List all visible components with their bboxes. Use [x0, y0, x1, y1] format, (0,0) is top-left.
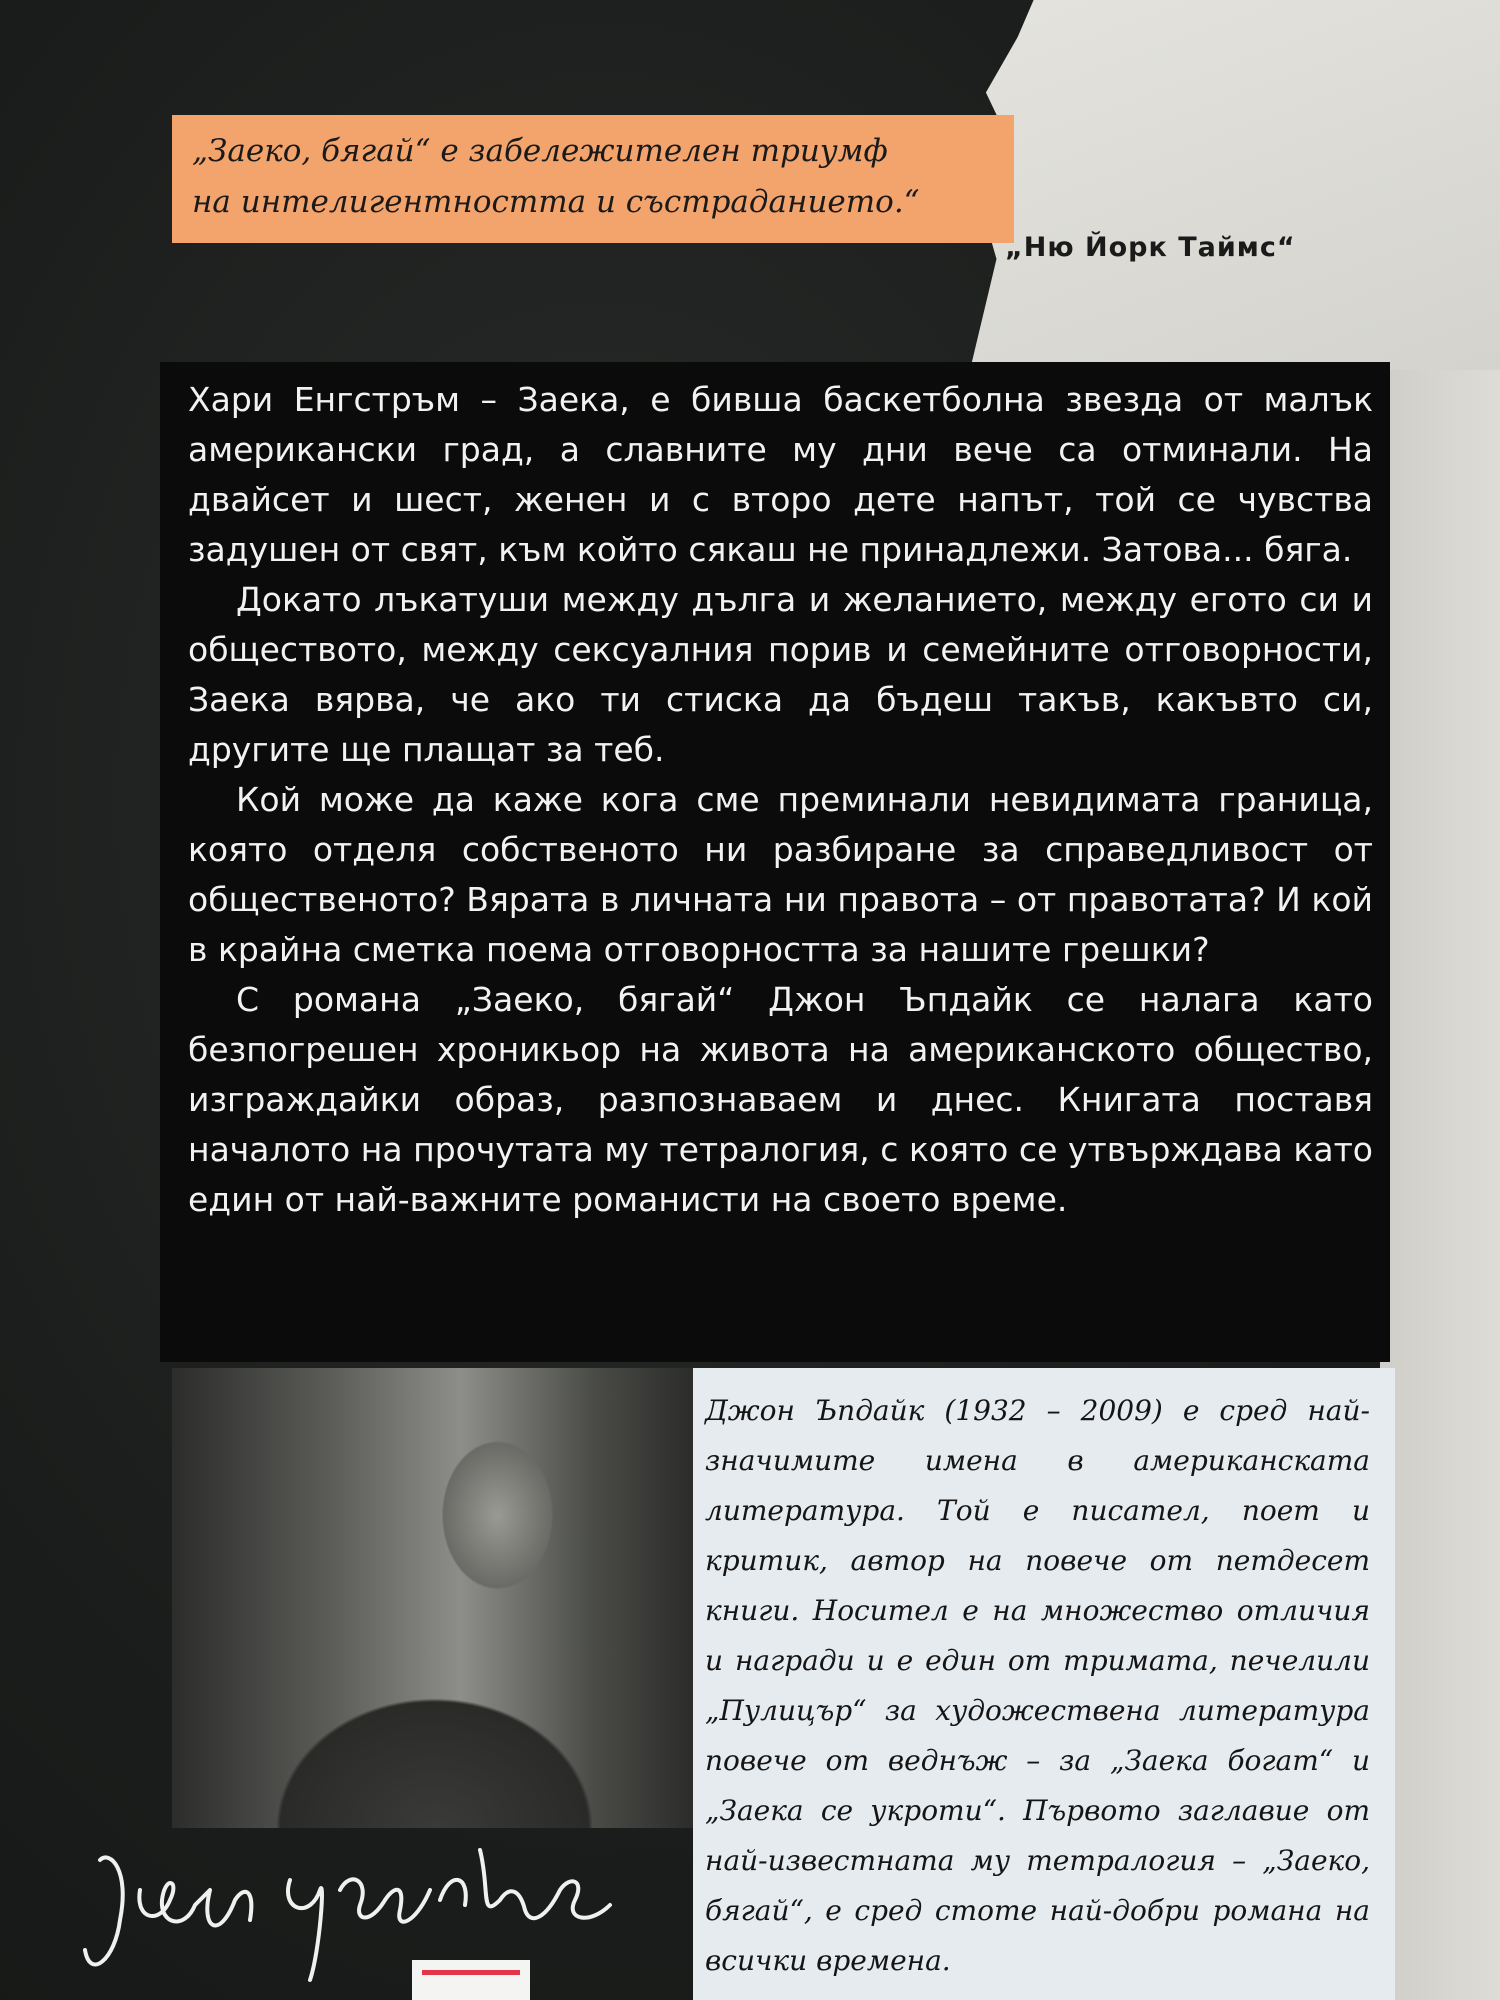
description-paragraph-4: С романа „Заеко, бягай“ Джон Ъпдайк се налага като безпогрешен хроникьор на живота на американското общество, изграждайки образ, разпознаваем и днес. Книгата поставя началото на прочутата му тетралогия, с която се утвърждава като един от най-важните романисти на своето време. [188, 980, 1373, 1219]
sticker-stripe [422, 1970, 520, 1975]
quote-text [192, 126, 992, 228]
paper-edge-strip [1380, 370, 1500, 2000]
author-photo [172, 1368, 697, 1828]
description-text [188, 375, 1373, 1225]
description-paragraph-1: Хари Енгстръм – Заека, е бивша баскетболна звезда от малък американски град, а славните му дни вече са отминали. На двайсет и шест, женен и с второ дете напът, той се чувства задушен от свят, към който сякаш не принадлежи. Затова... бяга. [188, 380, 1373, 569]
description-paragraph-2: Докато лъкатуши между дълга и желанието, между егото си и обществото, между сексуалния порив и семейните отговорности, Заека вярва, че ако ти стиска да бъдеш такъв, какъвто си, другите ще плащат за теб. [188, 580, 1373, 769]
quote-line-1: „Заеко, бягай“ е забележителен триумф [192, 133, 888, 169]
price-sticker [412, 1960, 530, 2000]
author-bio: Джон Ъпдайк (1932 – 2009) е сред най-значимите имена в американската литература. Той е писател, поет и критик, автор на повече от петдесет книги. Носител е на множество отличия и награди и е един от тримата, печелили „Пулицър“ за художествена литература повече от веднъж – за „Заека богат“ и „Заека се укроти“. Първото заглавие от най-известната му тетралогия – „Заеко, бягай“, е сред стоте най-добри романа на всички времена. [705, 1394, 1370, 1977]
torn-paper-corner [970, 0, 1500, 370]
author-signature [70, 1830, 670, 2000]
description-paragraph-3: Кой може да каже кога сме преминали невидимата граница, която отделя собственото ни разбиране за справедливост от общественото? Вярата в личната ни правота – от правотата? И кой в крайна сметка поема отговорността за нашите грешки? [188, 780, 1373, 969]
quote-line-2: на интелигентността и състраданието.“ [192, 184, 920, 220]
quote-source: „Ню Йорк Таймс“ [1005, 232, 1296, 263]
